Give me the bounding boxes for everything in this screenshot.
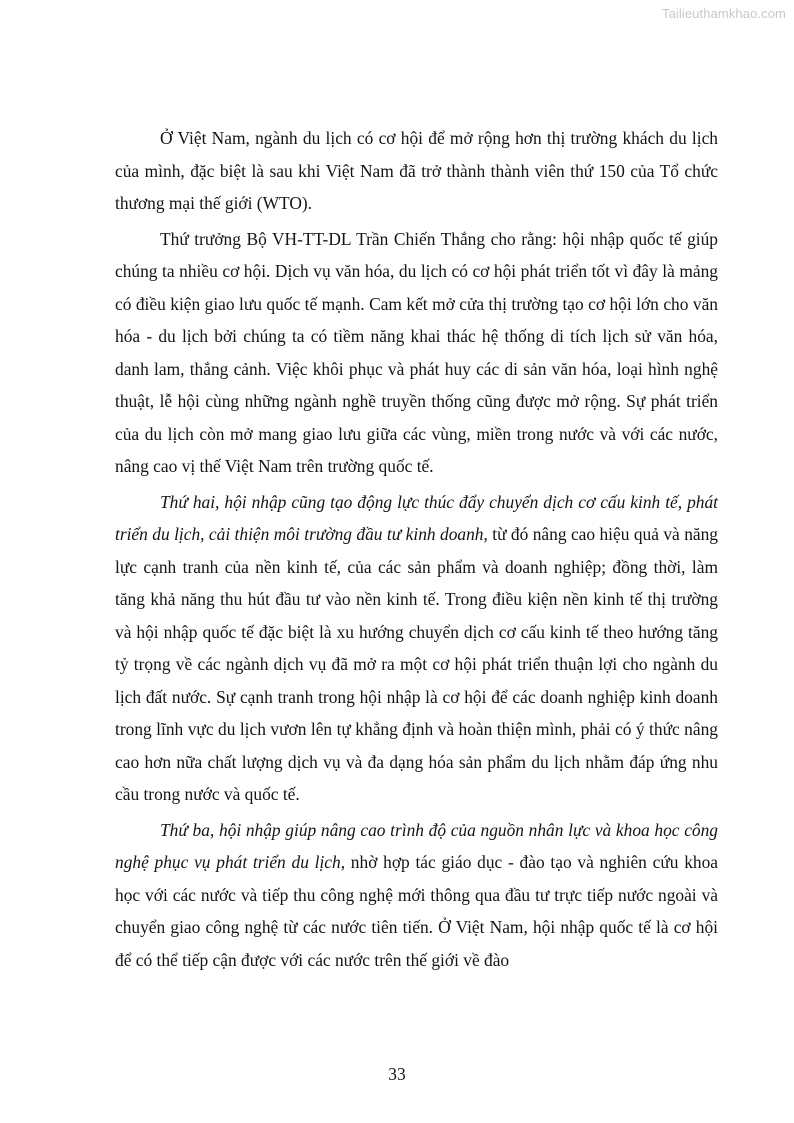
paragraph-vice-minister: Thứ trưởng Bộ VH-TT-DL Trần Chiến Thắng cho rằng: hội nhập quốc tế giúp chúng ta nhiều cơ hội. Dịch vụ văn hóa, du lịch có cơ hội phát triển tốt vì đây là mảng có điều kiện giao lưu quốc tế mạnh. Cam kết mở cửa thị trường tạo cơ hội lớn cho văn hóa - du lịch bởi chúng ta có tiềm năng khai thác hệ thống di tích lịch sử văn hóa, danh lam, thắng cảnh. Việc khôi phục và phát huy các di sản văn hóa, loại hình nghệ thuật, lễ hội cùng những ngành nghề truyền thống cũng được mở rộng. Sự phát triển của du lịch còn mở mang giao lưu giữa các vùng, miền trong nước và với các nước, nâng cao vị thế Việt Nam trên trường quốc tế. — [115, 228, 718, 476]
paragraph-second-point-text: , từ đó nâng cao hiệu quả và năng lực cạnh tranh của nền kinh tế, của các sản phẩm và doanh nghiệp; đồng thời, làm tăng khả năng thu hút đầu tư vào nền kinh tế. Trong điều kiện nền kinh tế thị trường và hội nhập quốc tế đặc biệt là xu hướng chuyển dịch cơ cấu kinh tế theo hướng tăng tỷ trọng về các ngành dịch vụ đã mở ra một cơ hội phát triển thuận lợi cho ngành du lịch đất nước. Sự cạnh tranh trong hội nhập là cơ hội để các doanh nghiệp kinh doanh trong lĩnh vực du lịch vươn lên tự khẳng định và hoàn thiện mình, phải có ý thức nâng cao hơn nữa chất lượng dịch vụ và đa dạng hóa sản phẩm du lịch nhằm đáp ứng nhu cầu trong nước và quốc tế. — [115, 524, 718, 804]
paragraph-vietnam-wto: Ở Việt Nam, ngành du lịch có cơ hội để mở rộng hơn thị trường khách du lịch của mình, đặc biệt là sau khi Việt Nam đã trở thành thành viên thứ 150 của Tổ chức thương mại thế giới (WTO). — [115, 128, 718, 213]
paragraph-third-point-text: , nhờ hợp tác giáo dục - đào tạo và nghiên cứu khoa học với các nước và tiếp thu công nghệ mới thông qua đầu tư trực tiếp nước ngoài và chuyển giao công nghệ từ các nước tiên tiến. Ở Việt Nam, hội nhập quốc tế là cơ hội để có thể tiếp cận được với các nước trên thế giới về đào — [115, 852, 718, 970]
paragraph-second-point-italic: Thứ hai, hội nhập cũng tạo động lực thúc đẩy chuyển dịch cơ cấu kinh tế, phát triển du lịch, cải thiện môi trường đầu tư kinh doanh — [115, 491, 718, 544]
paragraph-second-point — [115, 486, 718, 811]
paragraph-third-point-italic: Thứ ba, hội nhập giúp nâng cao trình độ của nguồn nhân lực và khoa học công nghệ phục vụ phát triển du lịch — [115, 819, 718, 872]
paragraph-third-point — [115, 814, 718, 977]
watermark: Tailieuthamkhao.com — [661, 6, 786, 21]
document-body — [115, 122, 718, 976]
page-number: 33 — [388, 1064, 406, 1084]
